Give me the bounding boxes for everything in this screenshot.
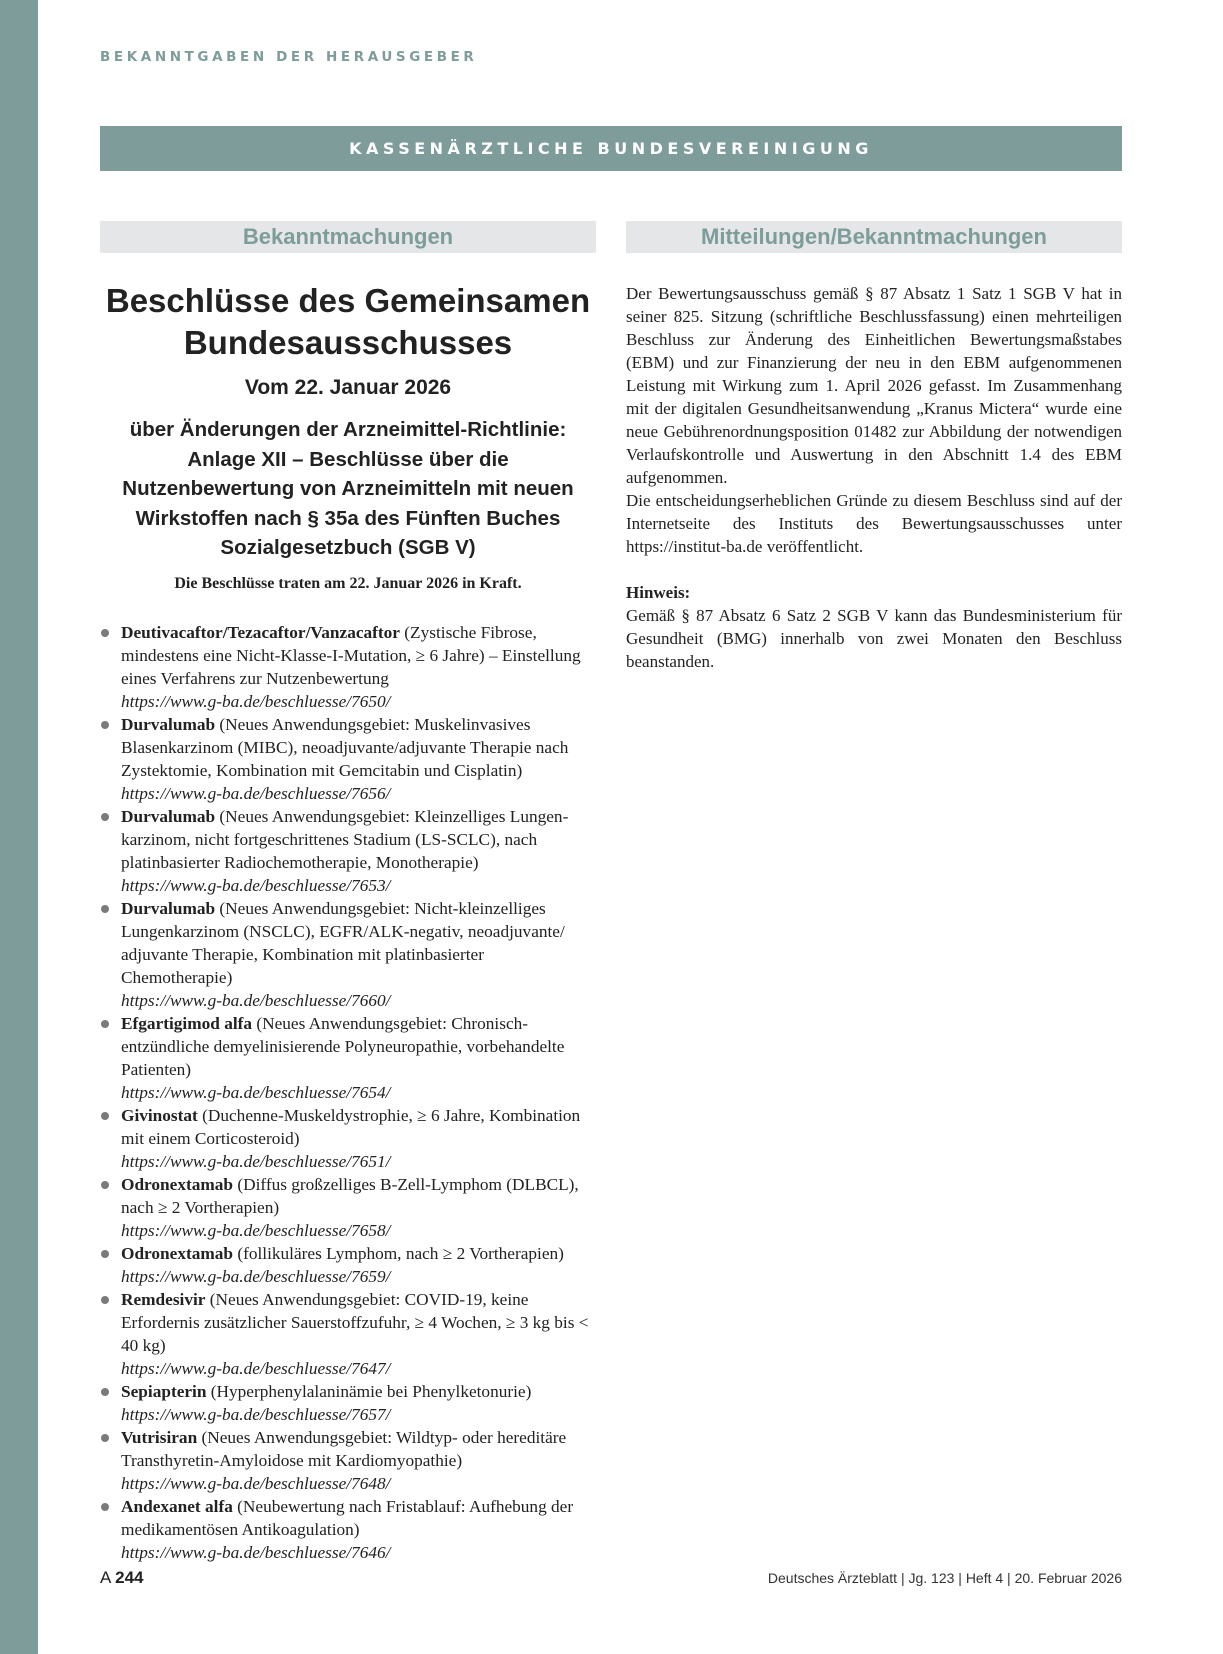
left-column-heading: Bekanntmachungen	[100, 221, 596, 253]
list-item	[100, 1242, 596, 1288]
drug-name: Andexanet alfa	[121, 1496, 233, 1516]
page-number	[100, 1568, 144, 1588]
decision-link[interactable]: https://www.g-ba.de/beschluesse/7656/	[121, 783, 391, 803]
in-force-note: Die Beschlüsse traten am 22. Januar 2026 in Kraft.	[174, 574, 522, 592]
drug-description: (Zystische Fibrose, mindestens eine Nicht-Klasse-I-Mutation, ≥ 6 Jahre) – Einstellung eines Verfahrens zur Nutzenbewertung	[121, 622, 581, 688]
list-item	[100, 1288, 596, 1380]
decision-link[interactable]: https://www.g-ba.de/beschluesse/7659/	[121, 1266, 391, 1286]
page-prefix: A	[100, 1568, 111, 1587]
drug-name: Odronextamab	[121, 1243, 234, 1263]
sidebar-stripe	[0, 0, 38, 1654]
section-kicker: BEKANNTGABEN DER HERAUSGEBER	[100, 49, 478, 65]
decision-link[interactable]: https://www.g-ba.de/beschluesse/7658/	[121, 1220, 391, 1240]
drug-name: Durvalumab	[121, 714, 216, 734]
drug-name: Sepiapterin	[121, 1381, 207, 1401]
page-number-value: 244	[115, 1568, 144, 1587]
drug-description: (Neues Anwendungsgebiet: Wildtyp- oder hereditäre Transthyretin-Amyloidose mit Kardiomyopathie)	[121, 1427, 567, 1470]
drug-name: Givinostat	[121, 1105, 198, 1125]
drug-description: (Hyperphenylalaninämie bei Phenylketonurie)	[206, 1381, 532, 1401]
hint-text: Gemäß § 87 Absatz 6 Satz 2 SGB V kann das Bundesministerium für Gesundheit (BMG) innerhalb von zwei Monaten den Beschluss beanstanden.	[626, 606, 1122, 671]
drug-description: (Neues Anwendungsgebiet: Chronisch-entzündliche demyelinisierende Polyneuropathie, vorbehandelte Patienten)	[121, 1013, 565, 1079]
decision-link[interactable]: https://www.g-ba.de/beschluesse/7660/	[121, 990, 391, 1010]
drug-name: Efgartigimod alfa	[121, 1013, 253, 1033]
body-paragraph: Die entscheidungserheblichen Gründe zu diesem Beschluss sind auf der Internetseite des Instituts des Bewertungsausschusses unter https://institut-ba.de veröffentlicht.	[626, 491, 1122, 556]
decision-list	[100, 621, 596, 1564]
body-paragraph: Der Bewertungsausschuss gemäß § 87 Absatz 1 Satz 1 SGB V hat in seiner 825. Sitzung (schriftliche Beschlussfassung) einen mehrteiligen Beschluss zur Änderung des Einheitlichen Bewertungsmaßstabes (EBM) und zur Finanzierung der neu in den EBM aufgenommenen Leistung mit Wirkung zum 1. April 2026 gefasst. Im Zusammenhang mit der digitalen Gesundheitsanwendung „Kranus Mictera“ wurde eine neue Gebührenordnungsposition 01482 zur Abbildung der notwendigen Verlaufskontrolle und Auswertung in den Abschnitt 1.4 des EBM aufgenommen.	[626, 284, 1122, 487]
announcement-body	[626, 282, 1122, 558]
list-item	[100, 1173, 596, 1242]
hint-title: Hinweis:	[626, 583, 691, 602]
drug-description: (Neues Anwendungsgebiet: Nicht-kleinzelliges Lungenkarzinom (NSCLC), EGFR/ALK-negativ, neoadjuvante/ adjuvante Therapie, Kombination mit platinbasierter Chemotherapie)	[121, 898, 565, 987]
decision-link[interactable]: https://www.g-ba.de/beschluesse/7650/	[121, 691, 391, 711]
right-column	[626, 221, 1122, 673]
drug-name: Durvalumab	[121, 898, 216, 918]
hint-block	[626, 581, 1122, 673]
list-item	[100, 1012, 596, 1104]
decision-link[interactable]: https://www.g-ba.de/beschluesse/7651/	[121, 1151, 391, 1171]
drug-description: (Diffus großzelliges B-Zell-Lymphom (DLBCL), nach ≥ 2 Vortherapien)	[121, 1174, 579, 1217]
drug-description: (Duchenne-Muskeldystrophie, ≥ 6 Jahre, Kombination mit einem Corticosteroid)	[121, 1105, 581, 1148]
decision-link[interactable]: https://www.g-ba.de/beschluesse/7648/	[121, 1473, 391, 1493]
list-item	[100, 1495, 596, 1564]
decision-link[interactable]: https://www.g-ba.de/beschluesse/7654/	[121, 1082, 391, 1102]
drug-name: Remdesivir	[121, 1289, 206, 1309]
section-banner: KASSENÄRZTLICHE BUNDESVEREINIGUNG	[100, 126, 1122, 171]
announcement-subject: über Änderungen der Arzneimittel-Richtlinie: Anlage XII – Beschlüsse über die Nutzenbewertung von Arzneimitteln mit neuen Wirkstoffen nach § 35a des Fünften Buches Sozialgesetzbuch (SGB V)	[122, 418, 574, 559]
drug-description: (follikuläres Lymphom, nach ≥ 2 Vortherapien)	[233, 1243, 564, 1263]
announcement-date: Vom 22. Januar 2026	[244, 376, 452, 399]
announcement-title-block	[100, 280, 596, 595]
decision-link[interactable]: https://www.g-ba.de/beschluesse/7657/	[121, 1404, 391, 1424]
drug-name: Vutrisiran	[121, 1427, 198, 1447]
list-item	[100, 805, 596, 897]
list-item	[100, 621, 596, 713]
decision-link[interactable]: https://www.g-ba.de/beschluesse/7646/	[121, 1542, 391, 1562]
drug-description: (Neues Anwendungsgebiet: Muskelinvasives Blasenkarzinom (MIBC), neoadjuvante/adjuvante Therapie nach Zystektomie, Kombination mit Gemcitabin und Cisplatin)	[121, 714, 569, 780]
drug-name: Deutivacaftor/Tezacaftor/Vanzacaftor	[121, 622, 400, 642]
drug-description: (Neubewertung nach Fristablauf: Aufhebung der medikamentösen Antikoagulation)	[121, 1496, 574, 1539]
list-item	[100, 1104, 596, 1173]
drug-description: (Neues Anwendungsgebiet: Kleinzelliges Lungenkarzinom, nicht fortgeschrittenes Stadium (LS-SCLC), nach platinbasierter Radiochemotherapie, Monotherapie)	[121, 806, 569, 872]
journal-citation: Deutsches Ärzteblatt | Jg. 123 | Heft 4 | 20. Februar 2026	[767, 1570, 1122, 1586]
announcement-title: Beschlüsse des Gemeinsamen Bundesausschusses	[105, 282, 591, 361]
decision-link[interactable]: https://www.g-ba.de/beschluesse/7653/	[121, 875, 391, 895]
list-item	[100, 1426, 596, 1495]
list-item	[100, 897, 596, 1012]
drug-name: Odronextamab	[121, 1174, 234, 1194]
decision-link[interactable]: https://www.g-ba.de/beschluesse/7647/	[121, 1358, 391, 1378]
list-item	[100, 713, 596, 805]
drug-name: Durvalumab	[121, 806, 216, 826]
list-item	[100, 1380, 596, 1426]
right-column-heading: Mitteilungen/Bekanntmachungen	[626, 221, 1122, 253]
left-column	[100, 221, 596, 1564]
drug-description: (Neues Anwendungsgebiet: COVID-19, keine Erfordernis zusätzlicher Sauerstoffzufuhr, ≥ 4 Wochen, ≥ 3 kg bis < 40 kg)	[121, 1289, 589, 1355]
